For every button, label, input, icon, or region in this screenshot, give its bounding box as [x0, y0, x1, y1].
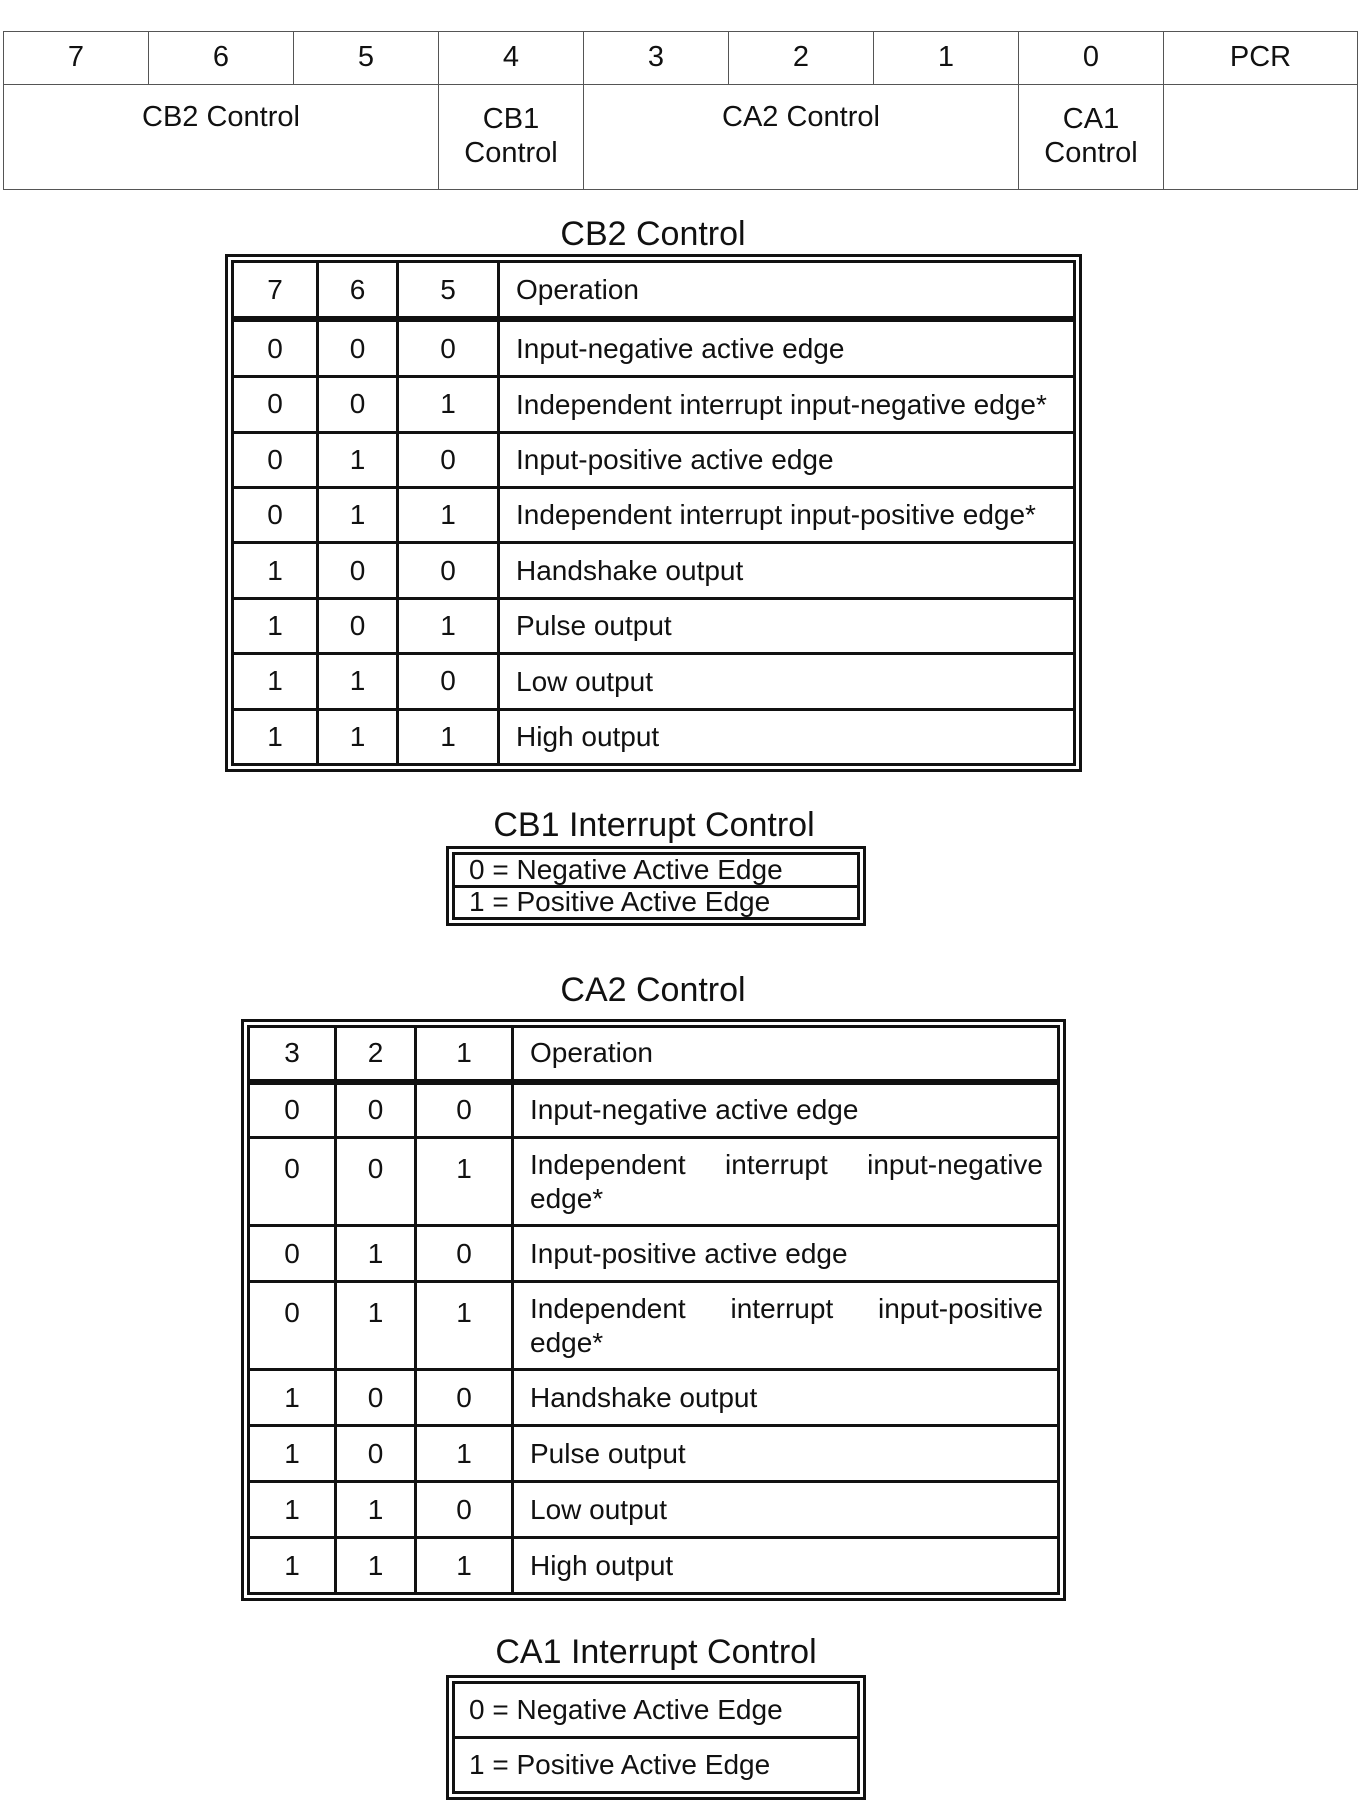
ca2-bit: 1	[336, 1538, 416, 1594]
ca2-bit: 1	[416, 1426, 513, 1482]
ca2-bit: 1	[336, 1282, 416, 1370]
ca2-header-bit3: 3	[249, 1027, 336, 1082]
ca2-operation: Input-positive active edge	[513, 1226, 1059, 1282]
ca2-bit: 1	[249, 1370, 336, 1426]
pcr-register-table	[3, 31, 1358, 190]
cb2-bit: 1	[398, 377, 499, 432]
ca2-bit: 0	[336, 1370, 416, 1426]
cb2-operation: Input-negative active edge	[499, 319, 1075, 377]
cb1-option-negative: 0 = Negative Active Edge	[454, 854, 859, 887]
field-cb2-control: CB2 Control	[4, 85, 439, 190]
cb2-header-operation: Operation	[499, 262, 1075, 320]
field-cb1-line2: Control	[464, 137, 558, 169]
cb2-bit: 0	[318, 377, 398, 432]
cb2-bit: 0	[233, 377, 318, 432]
ca2-operation: Independent interrupt input-positive edge*	[513, 1282, 1059, 1370]
cb2-bit: 1	[233, 598, 318, 653]
cb2-bit: 0	[318, 543, 398, 598]
table-row	[454, 854, 859, 887]
ca2-bit: 1	[249, 1482, 336, 1538]
register-bit-4: 4	[439, 32, 584, 85]
ca2-operation: Handshake output	[513, 1370, 1059, 1426]
cb1-interrupt-title: CB1 Interrupt Control	[493, 806, 815, 844]
ca2-bit: 0	[249, 1138, 336, 1226]
cb2-bit: 1	[318, 654, 398, 709]
cb2-operation: Low output	[499, 654, 1075, 709]
table-row	[249, 1082, 1059, 1138]
ca2-header-operation: Operation	[513, 1027, 1059, 1082]
cb2-operation: Independent interrupt input-negative edge*	[499, 377, 1075, 432]
cb2-operation: Input-positive active edge	[499, 432, 1075, 487]
table-row	[233, 488, 1075, 543]
ca2-bit: 1	[416, 1138, 513, 1226]
ca2-header-bit1: 1	[416, 1027, 513, 1082]
ca2-bit: 0	[416, 1482, 513, 1538]
register-bit-1: 1	[874, 32, 1019, 85]
cb2-control-table-frame	[225, 254, 1082, 772]
cb2-bit: 1	[233, 543, 318, 598]
table-row	[249, 1138, 1059, 1226]
cb2-bit: 1	[318, 432, 398, 487]
cb2-bit: 0	[318, 598, 398, 653]
ca2-bit: 1	[249, 1426, 336, 1482]
cb2-operation: Independent interrupt input-positive edge*	[499, 488, 1075, 543]
ca1-interrupt-table-frame	[446, 1675, 866, 1800]
cb2-header-row	[233, 262, 1075, 320]
table-row	[233, 598, 1075, 653]
ca2-bit: 0	[336, 1138, 416, 1226]
ca2-header-bit2: 2	[336, 1027, 416, 1082]
cb2-bit: 1	[398, 709, 499, 764]
ca2-operation: Input-negative active edge	[513, 1082, 1059, 1138]
cb2-header-bit7: 7	[233, 262, 318, 320]
table-row	[249, 1282, 1059, 1370]
ca1-interrupt-title: CA1 Interrupt Control	[495, 1633, 817, 1671]
field-ca1-line2: Control	[1044, 137, 1138, 169]
cb2-operation: Pulse output	[499, 598, 1075, 653]
table-row	[233, 709, 1075, 764]
ca1-interrupt-table	[452, 1681, 860, 1794]
cb2-bit: 1	[233, 709, 318, 764]
ca1-option-positive: 1 = Positive Active Edge	[454, 1738, 859, 1793]
ca2-bit: 0	[249, 1282, 336, 1370]
ca2-bit: 0	[416, 1226, 513, 1282]
cb2-bit: 0	[398, 432, 499, 487]
ca2-bit: 1	[416, 1282, 513, 1370]
ca2-control-table	[247, 1025, 1060, 1595]
register-bit-2: 2	[729, 32, 874, 85]
cb2-bit: 0	[233, 432, 318, 487]
ca2-bit: 0	[336, 1426, 416, 1482]
field-cb1-line1: CB1	[482, 103, 540, 136]
cb2-bit: 1	[318, 488, 398, 543]
cb2-operation: Handshake output	[499, 543, 1075, 598]
register-bit-row	[4, 32, 1358, 85]
table-row	[454, 886, 859, 919]
cb1-interrupt-table	[452, 852, 860, 920]
cb2-operation: High output	[499, 709, 1075, 764]
field-cb1-control	[439, 85, 584, 190]
cb2-control-table	[231, 260, 1076, 766]
table-row	[233, 543, 1075, 598]
register-name: PCR	[1164, 32, 1358, 85]
ca2-bit: 0	[336, 1082, 416, 1138]
cb2-bit: 0	[318, 319, 398, 377]
cb2-bit: 0	[398, 319, 499, 377]
field-ca2-control: CA2 Control	[584, 85, 1019, 190]
cb2-bit: 1	[398, 488, 499, 543]
cb1-interrupt-table-frame	[446, 846, 866, 926]
table-row	[249, 1482, 1059, 1538]
table-row	[249, 1370, 1059, 1426]
cb2-bit: 0	[233, 488, 318, 543]
register-bit-6: 6	[149, 32, 294, 85]
cb2-control-title: CB2 Control	[560, 215, 746, 253]
ca2-bit: 1	[336, 1226, 416, 1282]
register-field-row	[4, 85, 1358, 190]
field-blank	[1164, 85, 1358, 190]
table-row	[454, 1683, 859, 1738]
ca2-operation: Low output	[513, 1482, 1059, 1538]
ca2-bit: 1	[249, 1538, 336, 1594]
register-bit-0: 0	[1019, 32, 1164, 85]
field-ca1-line1: CA1	[1062, 103, 1120, 136]
table-row	[454, 1738, 859, 1793]
ca1-option-negative: 0 = Negative Active Edge	[454, 1683, 859, 1738]
register-bit-5: 5	[294, 32, 439, 85]
table-row	[233, 432, 1075, 487]
cb2-header-bit5: 5	[398, 262, 499, 320]
register-bit-3: 3	[584, 32, 729, 85]
ca2-operation: High output	[513, 1538, 1059, 1594]
ca2-bit: 0	[249, 1226, 336, 1282]
ca2-bit: 1	[416, 1538, 513, 1594]
field-ca1-control	[1019, 85, 1164, 190]
ca2-header-row	[249, 1027, 1059, 1082]
ca2-operation: Independent interrupt input-negative edge*	[513, 1138, 1059, 1226]
table-row	[233, 654, 1075, 709]
table-row	[233, 319, 1075, 377]
register-bit-7: 7	[4, 32, 149, 85]
cb2-bit: 0	[398, 654, 499, 709]
table-row	[249, 1226, 1059, 1282]
cb1-option-positive: 1 = Positive Active Edge	[454, 886, 859, 919]
cb2-bit: 1	[398, 598, 499, 653]
table-row	[249, 1426, 1059, 1482]
table-row	[249, 1538, 1059, 1594]
cb2-bit: 1	[233, 654, 318, 709]
cb2-bit: 1	[318, 709, 398, 764]
ca2-bit: 0	[249, 1082, 336, 1138]
ca2-bit: 0	[416, 1082, 513, 1138]
ca2-control-table-frame	[241, 1019, 1066, 1601]
ca2-bit: 0	[416, 1370, 513, 1426]
table-row	[233, 377, 1075, 432]
ca2-operation: Pulse output	[513, 1426, 1059, 1482]
cb2-bit: 0	[398, 543, 499, 598]
cb2-header-bit6: 6	[318, 262, 398, 320]
ca2-control-title: CA2 Control	[560, 971, 746, 1009]
cb2-bit: 0	[233, 319, 318, 377]
ca2-bit: 1	[336, 1482, 416, 1538]
